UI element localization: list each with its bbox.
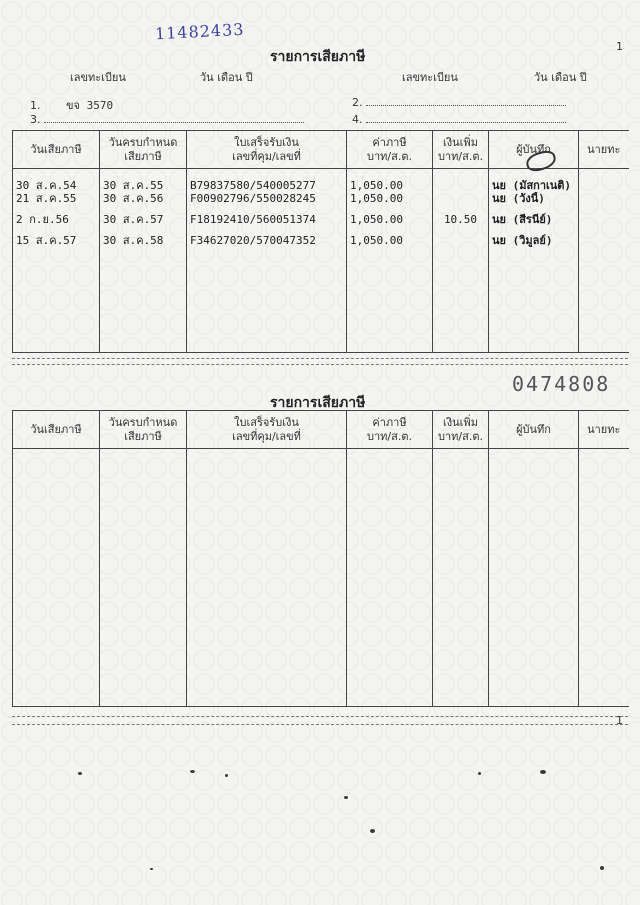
col-due-date: วันครบกำหนด เสียภาษี: [100, 131, 187, 169]
cell-due-date: 30 ส.ค.58: [100, 226, 187, 247]
cell-tax: 1,050.00: [347, 226, 433, 247]
cell-tax: 1,050.00: [347, 192, 433, 205]
col-registrar: นายทะ: [579, 131, 629, 169]
cell-registrar: [579, 192, 629, 205]
cell-registrar: [579, 205, 629, 226]
cell-receipt: F00902796/550028245: [187, 192, 347, 205]
cell-due-date: 30 ส.ค.55: [100, 169, 187, 193]
cell-tax-date: 2 ก.ย.56: [13, 205, 100, 226]
cell-surcharge: [433, 192, 489, 205]
cell-recorder: นย (มัสกาเนติ): [489, 169, 579, 193]
col-registrar: นายทะ: [579, 411, 629, 449]
col-surcharge: เงินเพิ่ม บาท/ส.ต.: [433, 411, 489, 449]
table-row: [13, 205, 629, 226]
cell-recorder: นย (วังนี้): [489, 192, 579, 205]
scan-speck: [225, 774, 228, 777]
registration-slot-4: [352, 113, 566, 126]
scan-speck: [150, 868, 153, 870]
cell-registrar: [579, 226, 629, 247]
scan-speck: [78, 772, 82, 775]
registration-slot-1: [30, 96, 113, 114]
tax-record-table-2: [12, 410, 629, 707]
cell-receipt: F18192410/560051374: [187, 205, 347, 226]
col-recorder: ผู้บันทึก: [489, 131, 579, 169]
col-due-date: วันครบกำหนด เสียภาษี: [100, 411, 187, 449]
table-row: [13, 226, 629, 247]
col-tax: ค่าภาษี บาท/ส.ต.: [347, 411, 433, 449]
handwritten-number: 11482433: [154, 19, 245, 44]
col-tax-date: วันเสียภาษี: [13, 411, 100, 449]
section1-title: รายการเสียภาษี: [270, 49, 366, 65]
slot-number: 3.: [30, 113, 41, 126]
col-recorder: ผู้บันทึก: [489, 411, 579, 449]
cell-tax: 1,050.00: [347, 205, 433, 226]
scan-speck: [478, 772, 481, 775]
registration-slot-3: [30, 113, 304, 126]
cell-tax-date: 30 ส.ค.54: [13, 169, 100, 193]
cell-recorder: นย (สีรนีย์): [489, 205, 579, 226]
separator-line: [12, 358, 628, 359]
section2-title: รายการเสียภาษี: [270, 395, 366, 411]
cell-surcharge: [433, 169, 489, 193]
cell-recorder: นย (วิมูลย์): [489, 226, 579, 247]
separator-line: [12, 724, 628, 725]
slot-number: 1.: [30, 99, 41, 112]
cell-due-date: 30 ส.ค.57: [100, 205, 187, 226]
scan-speck: [540, 770, 546, 774]
cell-receipt: F34627020/570047352: [187, 226, 347, 247]
cell-surcharge: [433, 226, 489, 247]
page-number-top: 1: [616, 40, 623, 53]
slot-blank-line: [44, 122, 304, 123]
col-receipt: ใบเสร็จรับเงิน เลขที่คุม/เลขที่: [187, 411, 347, 449]
scan-speck: [344, 796, 348, 799]
cell-registrar: [579, 169, 629, 193]
scan-speck: [370, 829, 375, 833]
cell-tax-date: 15 ส.ค.57: [13, 226, 100, 247]
page-number-bottom: 1: [616, 714, 623, 727]
table-row-blank: [13, 247, 629, 352]
cell-tax-date: 21 ส.ค.55: [13, 192, 100, 205]
scan-speck: [600, 866, 604, 870]
cell-due-date: 30 ส.ค.56: [100, 192, 187, 205]
slot-number: 4.: [352, 113, 363, 126]
cell-receipt: B79837580/540005277: [187, 169, 347, 193]
slot-blank-line: [366, 122, 566, 123]
table-row: [13, 192, 629, 205]
table-row: [13, 169, 629, 193]
cell-tax: 1,050.00: [347, 169, 433, 193]
separator-line: [12, 364, 628, 365]
date-label-left: วัน เดือน ปี: [200, 71, 253, 84]
serial-stamp: 0474808: [512, 372, 611, 396]
separator-line: [12, 716, 628, 717]
slot-blank-line: [366, 105, 566, 106]
date-label-right: วัน เดือน ปี: [534, 71, 587, 84]
slot-number: 2.: [352, 96, 363, 109]
col-receipt: ใบเสร็จรับเงิน เลขที่คุม/เลขที่: [187, 131, 347, 169]
reg-label-right: เลขทะเบียน: [402, 71, 458, 84]
cell-surcharge: 10.50: [433, 205, 489, 226]
col-surcharge: เงินเพิ่ม บาท/ส.ต.: [433, 131, 489, 169]
slot-value: ขจ 3570: [66, 99, 114, 112]
registration-slot-2: [352, 96, 566, 109]
col-tax-date: วันเสียภาษี: [13, 131, 100, 169]
scan-speck: [190, 770, 195, 773]
reg-label-left: เลขทะเบียน: [70, 71, 126, 84]
table-row-blank: [13, 449, 629, 707]
col-tax: ค่าภาษี บาท/ส.ต.: [347, 131, 433, 169]
